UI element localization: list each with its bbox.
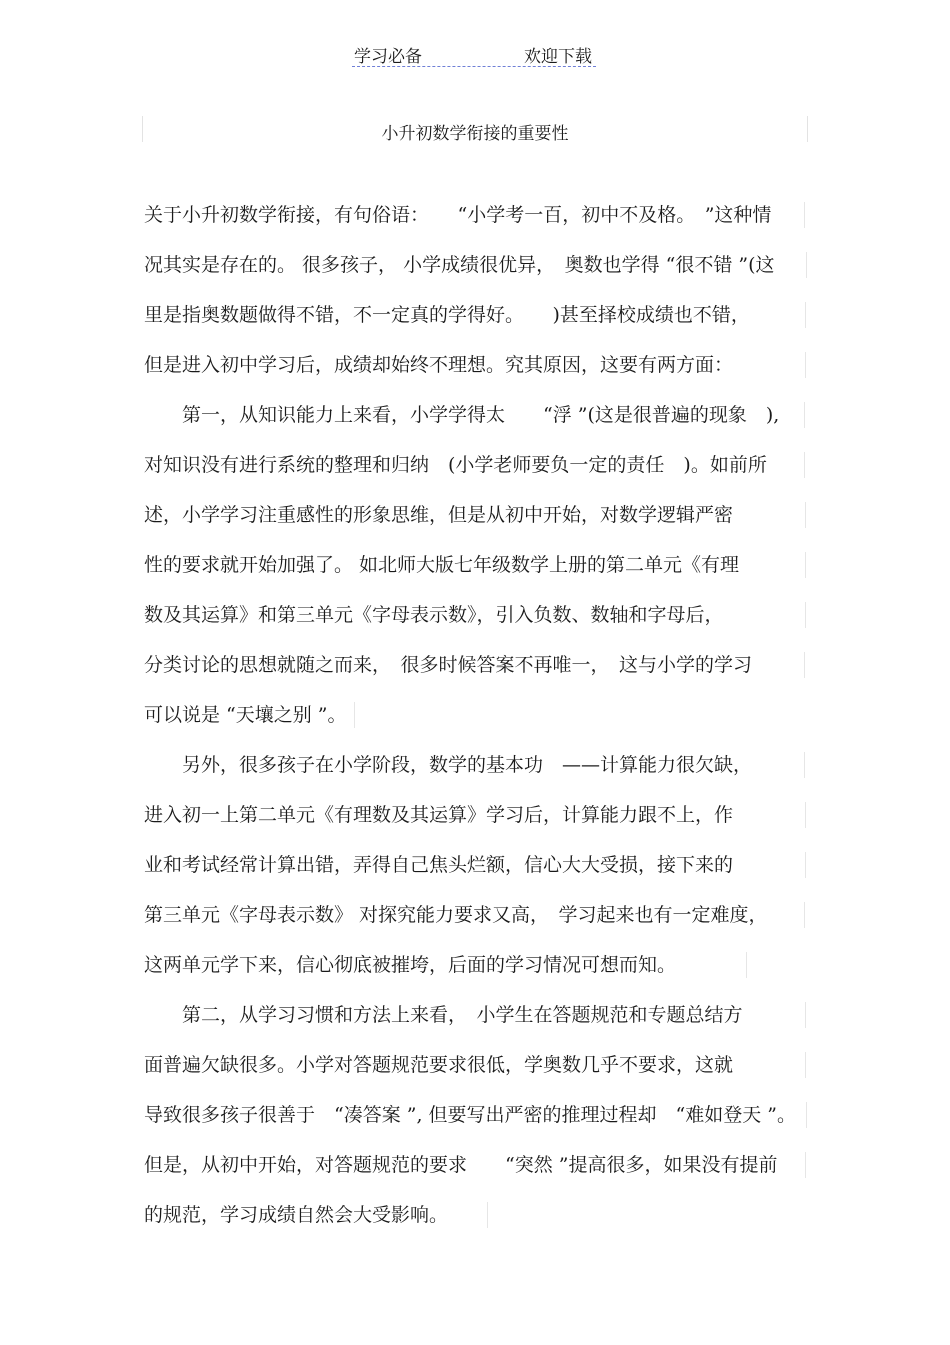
line-guide [804,652,805,678]
body-line-19: 导致很多孩子很善于 “凑答案 ”, 但要写出严密的推理过程却 “难如登天 ”。 [144,1104,797,1126]
line-guide [804,752,805,778]
line-guide [805,802,806,828]
line-guide [806,1102,807,1128]
line-guide [804,202,805,228]
body-line-14: 业和考试经常计算出错，弄得自己焦头烂额，信心大大受损，接下来的 [144,854,734,876]
body-line-13: 进入初一上第二单元《有理数及其运算》学习后，计算能力跟不上，作 [144,804,734,826]
body-line-15: 第三单元《字母表示数》 对探究能力要求又高， 学习起来也有一定难度， [144,904,768,926]
body-line-10: 分类讨论的思想就随之而来， 很多时候答案不再唯一， 这与小学的学习 [144,654,753,676]
body-line-21: 的规范，学习成绩自然会大受影响。 [144,1204,449,1226]
body-line-2: 况其实是存在的。 很多孩子， 小学成绩很优异， 奥数也学得 “很不错 ”(这 [144,254,775,276]
body-line-9: 数及其运算》和第三单元《字母表示数》，引入负数、数轴和字母后， [144,604,724,626]
header-left-text: 学习必备 [354,47,422,67]
line-guide [805,602,806,628]
body-line-3: 里是指奥数题做得不错，不一定真的学得好。 )甚至择校成绩也不错， [144,304,750,326]
body-line-20: 但是，从初中开始，对答题规范的要求 “突然 ”提高很多，如果没有提前 [144,1154,778,1176]
title-row [142,116,808,142]
line-guide [805,1002,806,1028]
body-line-6: 对知识没有进行系统的整理和归纳 (小学老师要负一定的责任 )。如前所 [144,454,767,476]
header-right-text: 欢迎下载 [524,47,592,67]
line-guide [805,302,806,328]
line-guide [487,1202,488,1228]
line-guide [804,452,805,478]
body-line-18: 面普遍欠缺很多。小学对答题规范要求很低，学奥数几乎不要求，这就 [144,1054,734,1076]
line-guide [805,502,806,528]
line-guide [354,702,355,728]
line-guide [805,1052,806,1078]
line-guide [805,352,806,378]
line-guide [806,252,807,278]
body-line-11: 可以说是 “天壤之别 ”。 [144,704,347,726]
line-guide [805,852,806,878]
line-guide [746,952,747,978]
body-line-12: 另外，很多孩子在小学阶段，数学的基本功 ——计算能力很欠缺， [144,754,753,776]
body-line-7: 述，小学学习注重感性的形象思维，但是从初中开始，对数学逻辑严密 [144,504,734,526]
body-line-8: 性的要求就开始加强了。 如北师大版七年级数学上册的第二单元《有理 [144,554,740,576]
body-line-17: 第二，从学习习惯和方法上来看， 小学生在答题规范和专题总结方 [144,1004,743,1026]
document-title: 小升初数学衔接的重要性 [381,124,569,144]
page-header [352,40,596,67]
line-guide [804,402,805,428]
line-guide [804,902,805,928]
body-line-16: 这两单元学下来，信心彻底被摧垮，后面的学习情况可想而知。 [144,954,677,976]
body-line-5: 第一，从知识能力上来看，小学学得太 “浮 ”(这是很普遍的现象 ), [144,404,780,426]
line-guide [805,1152,806,1178]
body-line-1: 关于小升初数学衔接，有句俗语： “小学考一百，初中不及格。 ”这种情 [144,204,772,226]
body-line-4: 但是进入初中学习后，成绩却始终不理想。究其原因，这要有两方面： [144,354,734,376]
line-guide [805,552,806,578]
